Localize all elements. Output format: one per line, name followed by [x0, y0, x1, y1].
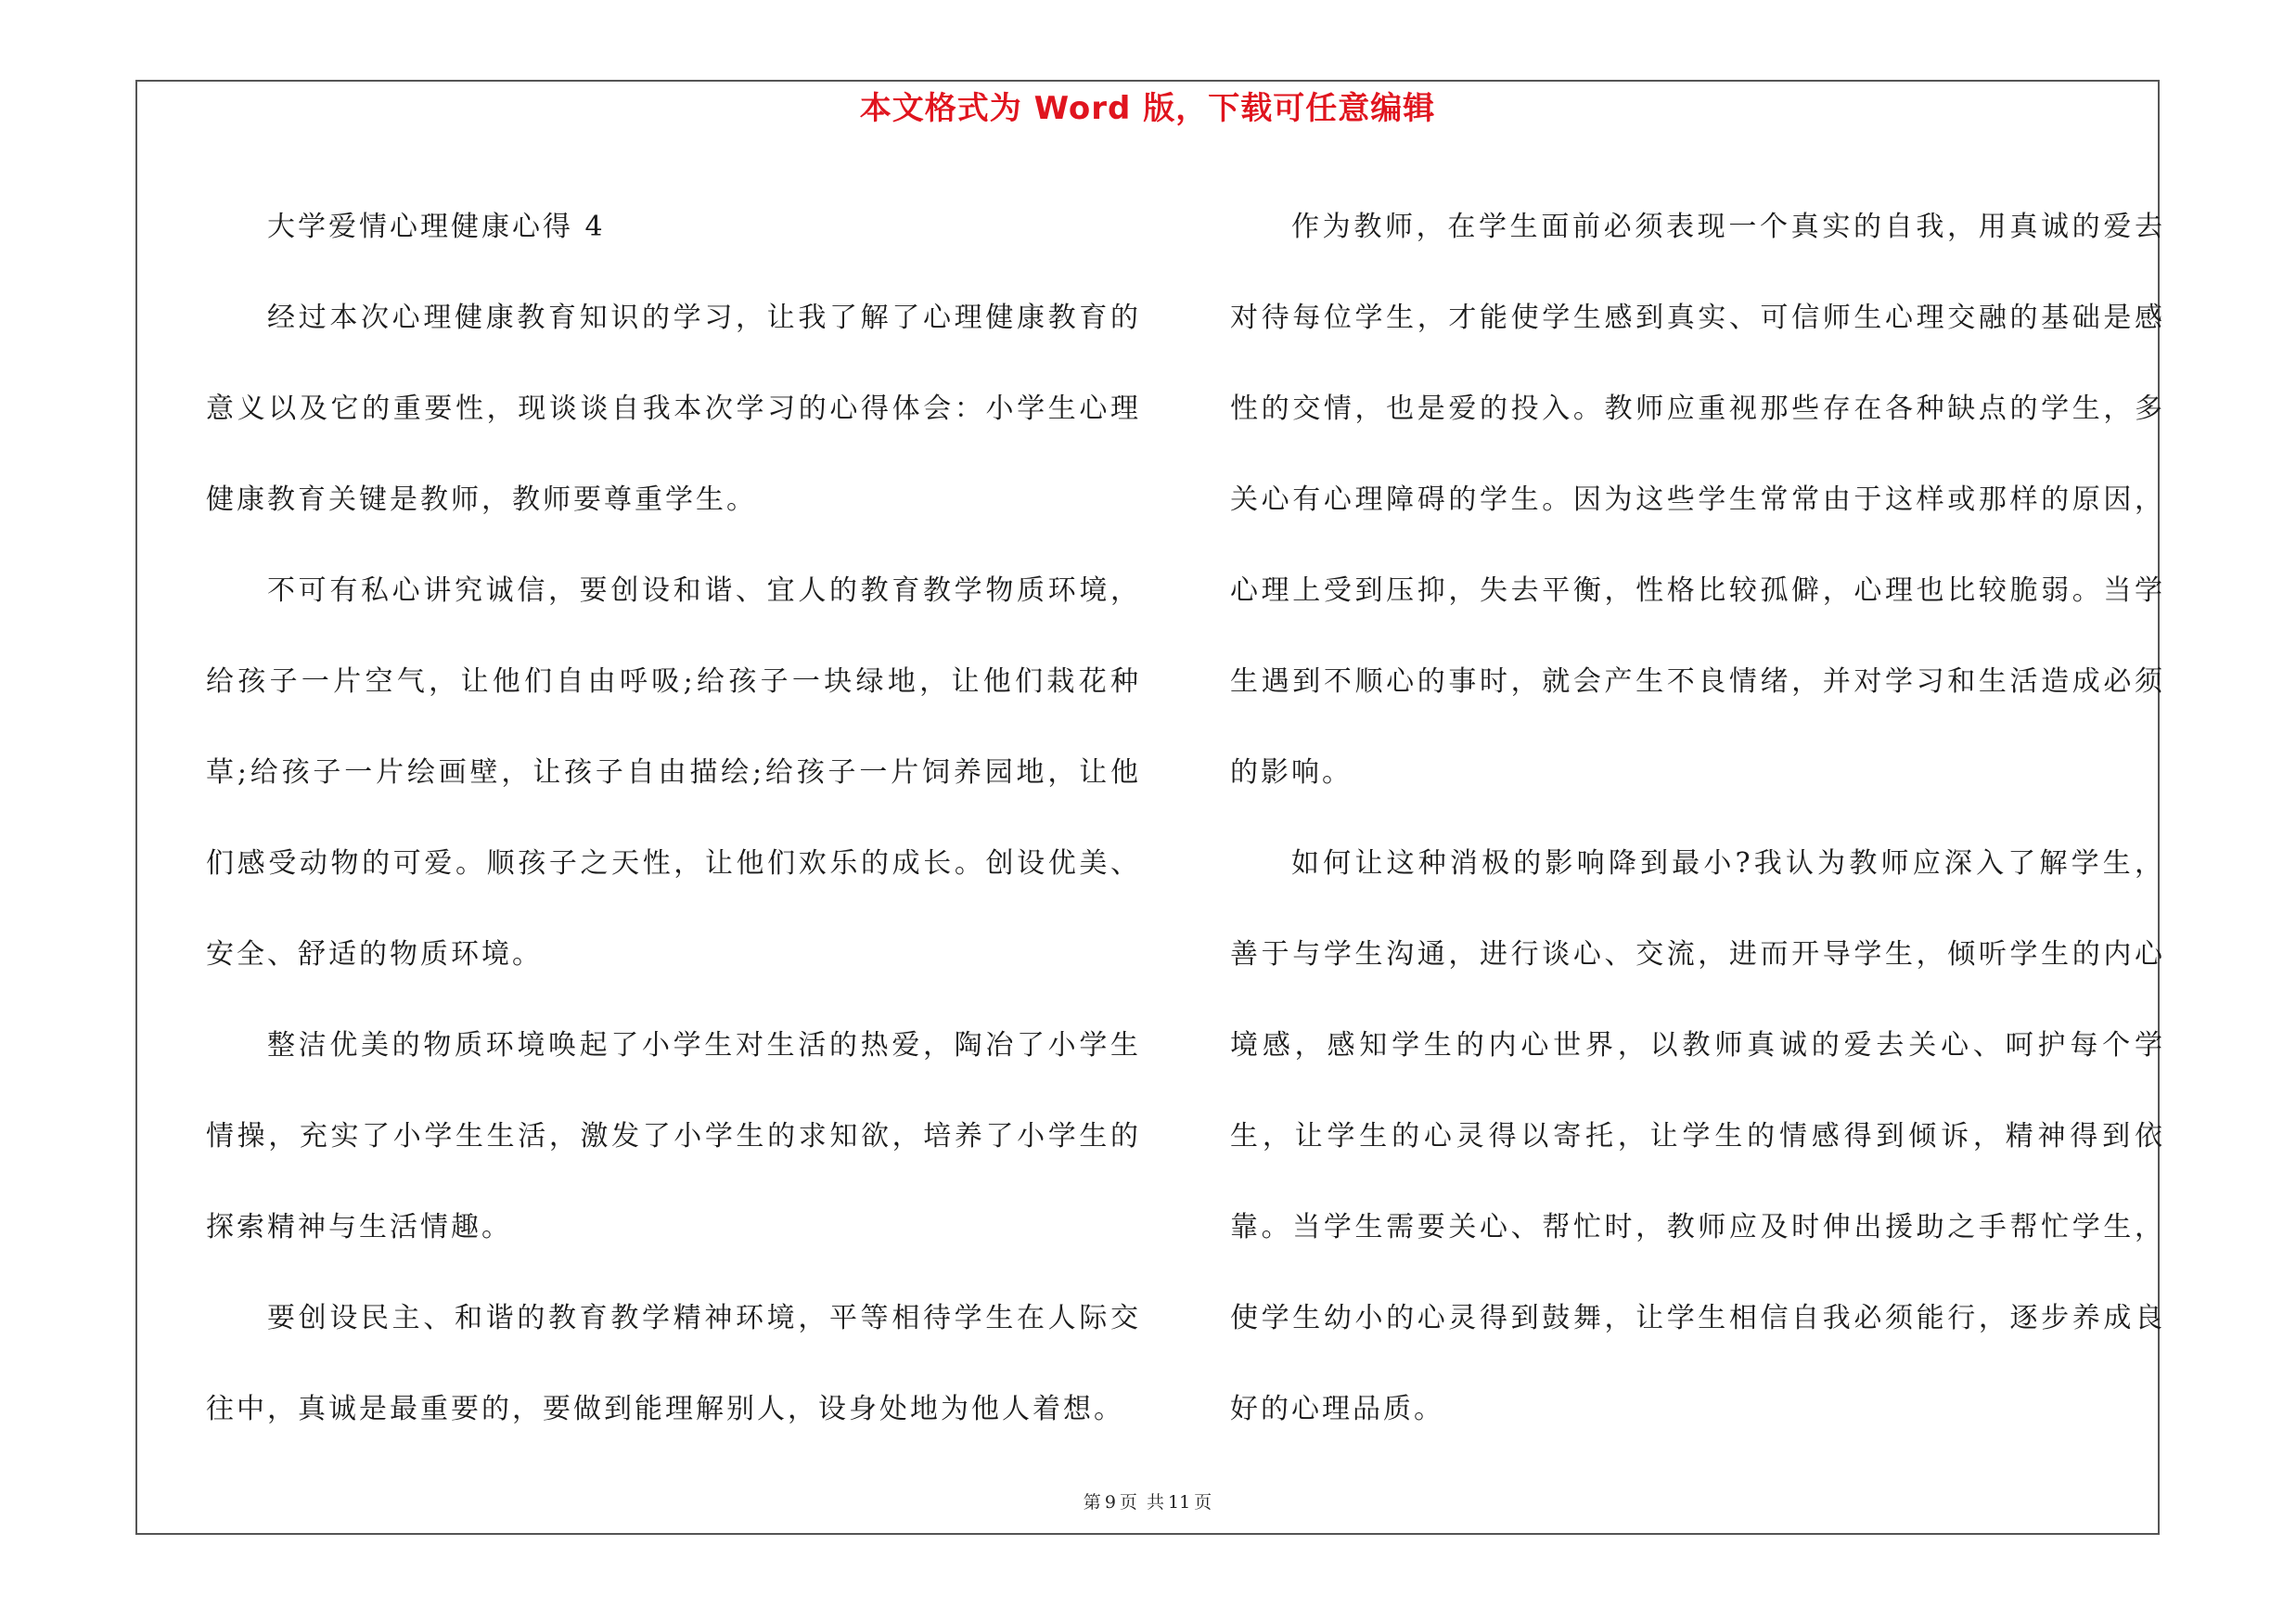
- word-format-banner: 本文格式为 Word 版，下载可任意编辑: [859, 90, 1436, 127]
- paragraph: 作为教师，在学生面前必须表现一个真实的自我，用真诚的爱去对待每位学生，才能使学生感到真实、可信师生心理交融的基础是感性的交情，也是爱的投入。教师应重视那些存在各种缺点的学生，多关心有心理障碍的学生。因为这些学生常常由于这样或那样的原因，心理上受到压抑，失去平衡，性格比较孤僻，心理也比较脆弱。当学生遇到不顺心的事时，就会产生不良情绪，并对学习和生活造成必须的影响。: [1230, 211, 2165, 789]
- paragraph: 如何让这种消极的影响降到最小?我认为教师应深入了解学生，善于与学生沟通，进行谈心、交流，进而开导学生，倾听学生的内心境感，感知学生的内心世界，以教师真诚的爱去关心、呵护每个学生，让学生的心灵得以寄托，让学生的情感得到倾诉，精神得到依靠。当学生需要关心、帮忙时，教师应及时伸出援助之手帮忙学生，使学生幼小的心灵得到鼓舞，让学生相信自我必须能行，逐步养成良好的心理品质。: [1230, 847, 2165, 1425]
- paragraph: 整洁优美的物质环境唤起了小学生对生活的热爱，陶冶了小学生情操，充实了小学生生活，激发了小学生的求知欲，培养了小学生的探索精神与生活情趣。: [206, 1029, 1141, 1243]
- paragraph: 经过本次心理健康教育知识的学习，让我了解了心理健康教育的意义以及它的重要性，现谈谈自我本次学习的心得体会：小学生心理健康教育关键是教师，教师要尊重学生。: [206, 302, 1141, 516]
- essay-title: 大学爱情心理健康心得 4: [267, 211, 606, 243]
- footer-suffix: 页: [1194, 1492, 1212, 1513]
- left-column: [206, 182, 1141, 1455]
- page-number-footer: [135, 1488, 2160, 1516]
- total-page-count: 11: [1167, 1492, 1191, 1513]
- paragraph: 要创设民主、和谐的教育教学精神环境，平等相待学生在人际交往中，真诚是最重要的，要做到能理解别人，设身处地为他人着想。: [206, 1302, 1141, 1425]
- footer-prefix: 第: [1083, 1492, 1101, 1513]
- paragraph: 不可有私心讲究诚信，要创设和谐、宜人的教育教学物质环境，给孩子一片空气，让他们自由呼吸;给孩子一块绿地，让他们栽花种草;给孩子一片绘画壁，让孩子自由描绘;给孩子一片饲养园地，让他们感受动物的可爱。顺孩子之天性，让他们欢乐的成长。创设优美、安全、舒适的物质环境。: [206, 574, 1141, 971]
- current-page-number: 9: [1104, 1492, 1116, 1513]
- right-column: [1230, 182, 2165, 1455]
- footer-page-word: 页: [1119, 1492, 1137, 1513]
- footer-total-word: 共: [1146, 1492, 1164, 1513]
